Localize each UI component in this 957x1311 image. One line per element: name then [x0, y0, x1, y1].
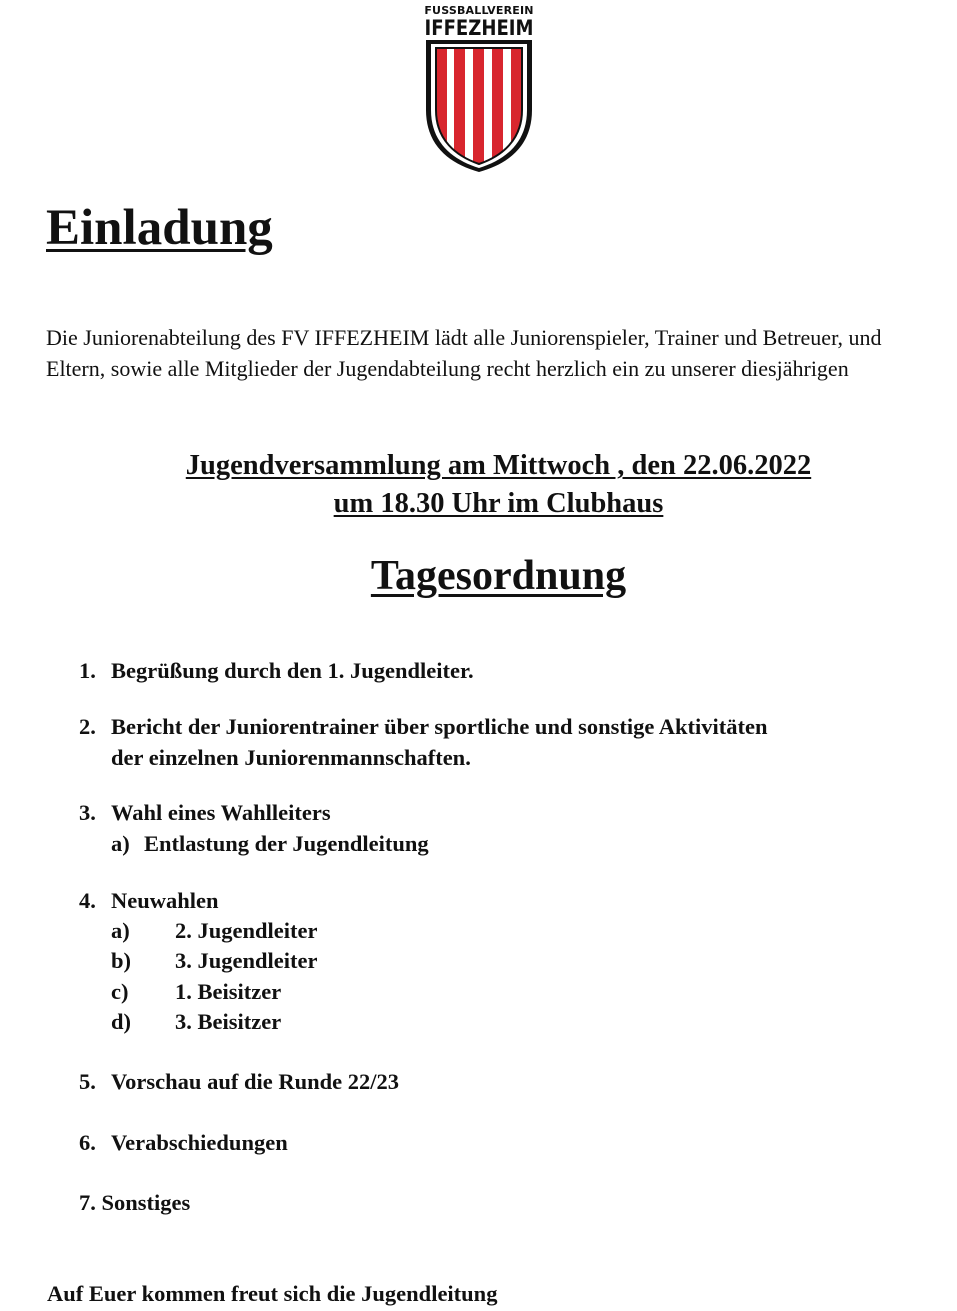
agenda-item-text: Neuwahlen	[111, 888, 219, 913]
agenda-item-7	[79, 1187, 190, 1218]
event-time-place-line: um 18.30 Uhr im Clubhaus	[333, 488, 664, 519]
shield-stripe	[492, 48, 503, 168]
subitem-letter: a)	[111, 918, 130, 943]
agenda-item-text: 7. Sonstiges	[79, 1190, 191, 1215]
closing-line: Auf Euer kommen freut sich die Jugendleitung	[47, 1281, 498, 1306]
subitem-text: Entlastung der Jugendleitung	[144, 831, 429, 856]
agenda-item-number: 6.	[79, 1130, 96, 1155]
agenda-item-number: 2.	[79, 714, 96, 739]
agenda-item-number: 5.	[79, 1069, 96, 1094]
subitem-text: 1. Beisitzer	[175, 979, 282, 1004]
agenda-item-text: Vorschau auf die Runde 22/23	[111, 1069, 399, 1094]
logo-club-line: FUSSBALLVEREIN	[424, 4, 534, 17]
agenda-item-text: Wahl eines Wahlleiters	[111, 800, 331, 825]
agenda-title: Tagesordnung	[370, 553, 627, 599]
subitem-text: 3. Beisitzer	[175, 1009, 282, 1034]
agenda-item-text: Begrüßung durch den 1. Jugendleiter.	[111, 658, 474, 683]
event-details	[0, 447, 957, 523]
agenda-item-number: 1.	[79, 658, 96, 683]
shield-stripe	[473, 48, 484, 168]
agenda-item-text: Bericht der Juniorentrainer über sportliche und sonstige Aktivitäten	[111, 714, 768, 739]
logo-club-name: IFFEZHEIM	[424, 16, 534, 40]
club-logo	[413, 2, 545, 174]
page-title: Einladung	[46, 200, 273, 256]
agenda-item-number: 4.	[79, 888, 96, 913]
subitem-letter: b)	[111, 948, 132, 973]
subitem-text: 3. Jugendleiter	[175, 948, 318, 973]
subitem-text: 2. Jugendleiter	[175, 918, 318, 943]
agenda-item-number: 3.	[79, 800, 96, 825]
shield-stripe	[454, 48, 465, 168]
intro-paragraph: Die Juniorenabteilung des FV IFFEZHEIM lädt alle Juniorenspieler, Trainer und Betreuer, und Eltern, sowie alle Mitglieder der Jugendabteilung recht herzlich ein zu unserer diesjährigen	[46, 325, 882, 381]
event-date-line: Jugendversammlung am Mittwoch , den 22.06.2022	[185, 450, 812, 481]
subitem-letter: d)	[111, 1009, 132, 1034]
subitem-letter: c)	[111, 979, 129, 1004]
agenda-item-text: Verabschiedungen	[111, 1130, 288, 1155]
agenda-item-text: der einzelnen Juniorenmannschaften.	[111, 745, 471, 770]
club-crest-shield-icon	[422, 40, 536, 172]
subitem-letter: a)	[111, 831, 130, 856]
